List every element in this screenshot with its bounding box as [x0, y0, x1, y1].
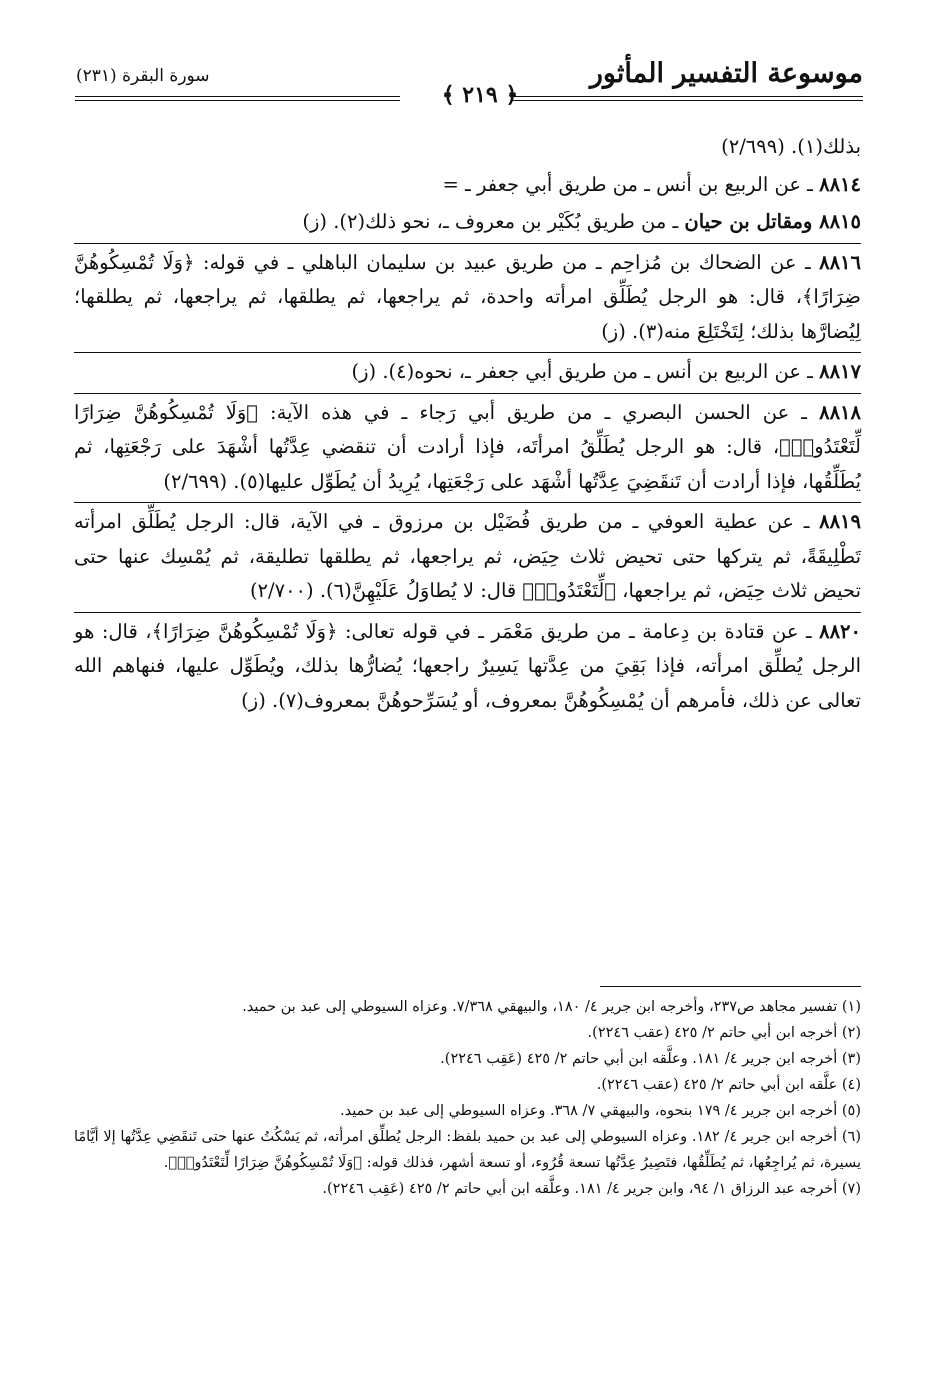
main-text [74, 130, 861, 721]
narration-text: ـ عن قتادة بن دِعامة ـ من طريق مَعْمَر ـ في قوله تعالى: ﴿وَلَا تُمْسِكُوهُنَّ ضِرَارًا﴾، قال: هو الرجل يُطلِّق امرأته، فإذا بَقِيَ من عِدَّتها يَسِيرٌ راجعها؛ يُضارُّها بذلك، ويُطَوِّل عليها، فنهاهم الله تعالى عن ذلك، فأمرهم أن يُمْسِكُوهُنَّ بمعروف، أو يُسَرِّحوهُنَّ بمعروف(٧). (ز) [74, 619, 861, 712]
narration-number: ٨٨١٩ [819, 510, 861, 533]
narration-text: ـ عن عطية العوفي ـ من طريق فُضَيْل بن مرزوق ـ في الآية، قال: الرجل يُطَلِّق امرأته تَطْلِيقَةً، ثم يتركها حتى تحيض ثلاث حِيَض، ثم يراجعها، ثم يطلقها تطليقة، ثم يُمْسِك عنها حتى تحيض ثلاث حِيَض، ثم يراجعها، ﴿لِّتَعْتَدُوا۟﴾ قال: لا يُطاوَلُ عَلَيْهِنَّ(٦). (٢/٧٠٠) [74, 510, 861, 602]
header-rule [512, 100, 863, 101]
narration-number: ٨٨١٥ [819, 210, 861, 233]
footnote-divider [600, 986, 861, 987]
footnote: (٥) أخرجه ابن جرير ٤/ ١٧٩ بنحوه، والبيهقي ٧/ ٣٦٨. وعزاه السيوطي إلى عبد بن حميد. [339, 1103, 861, 1119]
header-rule [512, 96, 863, 97]
narration-8818 [74, 393, 861, 500]
book-title: موسوعة التفسير المأثور [589, 58, 863, 89]
narration-text: ـ من طريق بُكَيْر بن معروف ـ، نحو ذلك(٢). (ز) [302, 210, 685, 233]
surah-reference: سورة البقرة (٢٣١) [76, 66, 210, 86]
narration-number: ٨٨١٨ [819, 400, 861, 424]
narration-8814 [74, 168, 861, 203]
footnote: (٢) أخرجه ابن أبي حاتم ٢/ ٤٢٥ (عقب ٢٢٤٦). [587, 1025, 861, 1041]
footnotes [74, 994, 861, 1202]
paragraph-continuation [74, 130, 861, 165]
narration-8820 [74, 612, 861, 719]
narration-number: ٨٨٢٠ [819, 619, 861, 643]
narration-8816 [74, 243, 861, 350]
narration-8817 [74, 352, 861, 390]
narration-text: ـ عن الربيع بن أنس ـ من طريق أبي جعفر ـ = [442, 172, 820, 196]
footnote: (٦) أخرجه ابن جرير ٤/ ١٨٢. وعزاه السيوطي إلى عبد بن حميد بلفظ: الرجل يُطلِّق امرأته، ثم يَسْكُتُ عنها حتى تَنقَضِي عِدَّتُها إلا أيَّامًا يسيرة، ثم يُراجِعُها، ثم يُطَلِّقُها، فتَصِيرُ عِدَّتُها تسعة قُرُوء، أو تسعة أشهر، فذلك قوله: ﴿وَلَا تُمْسِكُوهُنَّ ضِرَارًا لِّتَعْتَدُوا۟﴾. [74, 1129, 861, 1171]
narration-8815 [74, 205, 861, 240]
narration-text: ـ عن الضحاك بن مُزاحِم ـ من طريق عبيد بن سليمان الباهلي ـ في قوله: ﴿وَلَا تُمْسِكُوهُنَّ ضِرَارًا﴾، قال: هو الرجل يُطَلِّق امرأته واحدة، ثم يراجعها، ثم يطلقها، ثم يراجعها، ثم يطلقها؛ لِيُضارَّها بذلك؛ لِتَخْتَلِعَ منه(٣). (ز) [74, 250, 861, 343]
narration-number: ٨٨١٧ [819, 360, 861, 383]
footnote: (٧) أخرجه عبد الرزاق ١/ ٩٤، وابن جرير ٤/ ١٨١. وعلَّقه ابن أبي حاتم ٢/ ٤٢٥ (عَقِب ٢٢٤٦). [322, 1181, 861, 1197]
footnote: (٣) أخرجه ابن جرير ٤/ ١٨١. وعلَّقه ابن أبي حاتم ٢/ ٤٢٥ (عَقِب ٢٢٤٦). [440, 1051, 861, 1067]
footnote: (١) تفسير مجاهد ص٢٣٧، وأخرجه ابن جرير ٤/ ١٨٠، والبيهقي ٧/٣٦٨. وعزاه السيوطي إلى عبد بن حميد. [242, 999, 861, 1015]
paragraph-text: بذلك(١). (٢/٦٩٩) [721, 135, 861, 158]
narrator-name: ومقاتل بن حيان [684, 210, 820, 233]
narration-8819 [74, 502, 861, 609]
narration-text: ـ عن الربيع بن أنس ـ من طريق أبي جعفر ـ، نحوه(٤). (ز) [351, 360, 820, 383]
page-number: ﴿ ٢١٩ ﴾ [441, 82, 519, 108]
header-rule [75, 96, 400, 97]
footnote: (٤) علَّقه ابن أبي حاتم ٢/ ٤٢٥ (عقب ٢٢٤٦). [596, 1077, 861, 1093]
narration-number: ٨٨١٤ [819, 172, 861, 196]
narration-number: ٨٨١٦ [819, 250, 861, 274]
header-rule [75, 100, 400, 101]
narration-text: ـ عن الحسن البصري ـ من طريق أبي رَجاء ـ في هذه الآية: ﴿وَلَا تُمْسِكُوهُنَّ ضِرَارًا لِّتَعْتَدُوا۟﴾، قال: هو الرجل يُطَلِّقُ امرأتَه، فإذا أرادت أن تنقضي عِدَّتُها أشْهَدَ على رَجْعَتِها، ثم يُطَلِّقُها، فإذا أرادت أن تَنقَضِيَ عِدَّتُها أشْهَد على رَجْعَتِها، يُرِيدُ أن يُطَوِّل عليها(٥). (٢/٦٩٩) [74, 400, 861, 493]
